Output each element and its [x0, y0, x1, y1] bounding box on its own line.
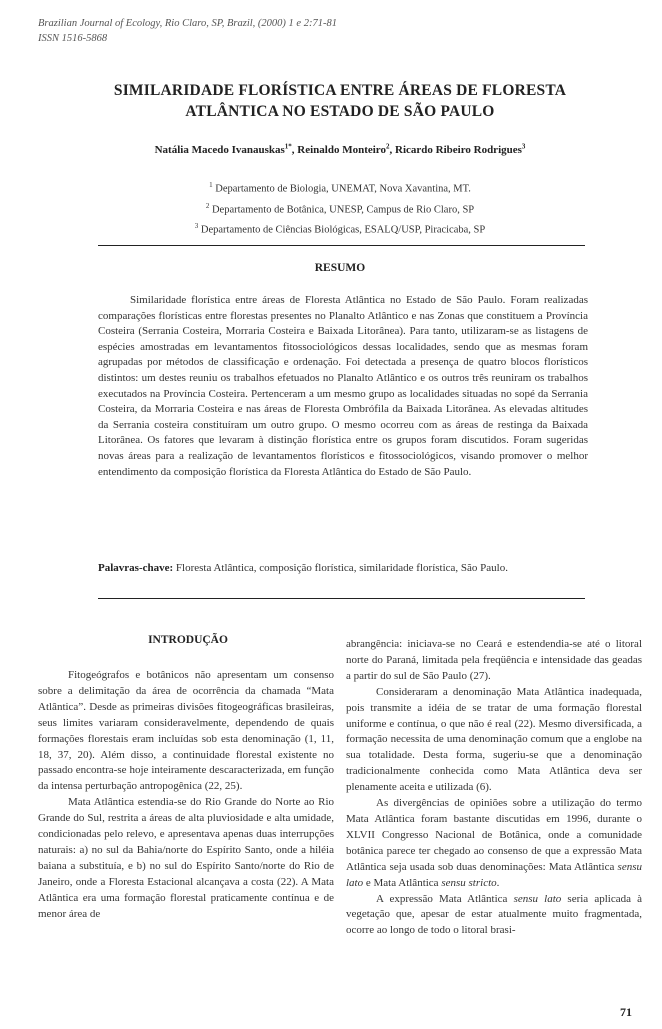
title-line-2: ATLÂNTICA NO ESTADO DE SÃO PAULO: [185, 103, 495, 120]
title-line-1: SIMILARIDADE FLORÍSTICA ENTRE ÁREAS DE FLORESTA: [113, 82, 567, 99]
keywords-label: Palavras-chave:: [98, 562, 174, 574]
keywords: [98, 562, 598, 574]
paragraph: Consideraram a denominação Mata Atlântica inadequada, pois transmite a idéia de se tratar de uma formação florestal uniforme e contínua, o que não é real (22). Mesmo diversificada, a formação necessita de uma denominação comum que a englobe na sua totalidade. Desta forma, sugeriu-se que a denominação tradicionalmente conhecida como Mata Atlântica deva ser plenamente aceita e utilizada (6).: [346, 685, 642, 794]
page-number: 71: [620, 1005, 632, 1019]
journal-citation: Brazilian Journal of Ecology, Rio Claro, SP, Brazil, (2000) 1 e 2:71-81: [38, 18, 337, 29]
paragraph: Mata Atlântica estendia-se do Rio Grande do Norte ao Rio Grande do Sul, restrita a áreas de alta pluviosidade e alta umidade, condicionadas pelo relevo, e apresentava apenas duas interrupções naturais: a) no sul da Bahia/norte do Espírito Santo, onde a hiléia baiana a substituía, e b) no sul do Espírito Santo/norte do Rio de Janeiro, onde a Floresta Estacional alcançava a costa (22). A Mata Atlântica era uma formação florestal praticamente contínua e de menor área de: [38, 796, 334, 920]
journal-header: [38, 16, 488, 46]
paragraph: abrangência: iniciava-se no Ceará e estendendia-se até o litoral norte do Paraná, limitada pela freqüência e intensidade das geadas a partir do sul de São Paulo (27).: [346, 638, 642, 682]
introducao-heading: INTRODUÇÃO: [148, 634, 228, 646]
author: Ricardo Ribeiro Rodrigues$^3$: [395, 142, 526, 156]
affiliation: $^2$ Departamento de Botânica, UNESP, Campus de Rio Claro, SP: [205, 201, 475, 215]
author-list: [40, 142, 640, 156]
author: Reinaldo Monteiro$^2$,: [297, 142, 395, 156]
keywords-text: Floresta Atlântica, composição florística, similaridade florística, São Paulo.: [173, 562, 508, 574]
author: Natália Macedo Ivanauskas$^{1*}$,: [154, 142, 298, 156]
divider-bottom: [98, 598, 585, 599]
paragraph: A expressão Mata Atlântica sensu lato seria aplicada à vegetação que, apesar de estar atualmente muito fragmentada, ocorre ao longo de todo o litoral brasi-: [346, 892, 642, 937]
divider-top: [98, 245, 585, 246]
resumo-heading: RESUMO: [314, 262, 366, 274]
column-left: [38, 668, 334, 923]
affiliation-list: [40, 177, 640, 239]
resumo-text: Similaridade florística entre áreas de Floresta Atlântica no Estado de São Paulo. Foram realizadas comparações florísticas entre florestas presentes no Planalto Atlântico e nas Zonas que constituem a Província Costeira (Serrania Costeira, Morraria Costeira e Baixada Litorânea). Para tanto, utilizaram-se as listagens de espécies amostradas em levantamentos fitossociológicos dessas localidades, sendo que as mesmas foram agrupadas por métodos de classificação e ordenação. Foi detectada a presença de quatro blocos florísticos distintos: um destes reuniu os trabalhos efetuados no Planalto Atlântico e os outros três reuniram os trabalhos executados na Província Costeira. Pertenceram a um mesmo grupo as localidades situadas no sopé da Serrania Costeira, da Morraria Costeira e nas áreas de Floresta Ombrófila da Baixada Litorânea. As elevadas altitudes da Serrania costeira constituíram um outro grupo. O mesmo ocorreu com as áreas de restinga da Baixada Litorânea. Os fatores que levaram à distinção florística entre os grupos foram discutidos. Foram sugeridas novas áreas para a realização de levantamentos florísticos e fitossociológicos, visando promover o melhor entendimento da composição florística da Floresta Atlântica do Estado de São Paulo.: [98, 294, 588, 478]
column-right: [346, 637, 642, 939]
paragraph: As divergências de opiniões sobre a utilização do termo Mata Atlântica foram bastante discutidas em 1996, durante o XLVII Congresso Nacional de Botânica, onde a comunidade botânica parece ter chegado ao consenso de que a expressão Mata Atlântica seja usada sob duas denominações: Mata Atlântica sensu lato e Mata Atlântica sensu stricto.: [346, 797, 642, 889]
issn: ISSN 1516-5868: [38, 33, 108, 44]
affiliation: $^1$ Departamento de Biologia, UNEMAT, Nova Xavantina, MT.: [209, 181, 471, 195]
paragraph: Fitogeógrafos e botânicos não apresentam um consenso sobre a delimitação da área de ocorrência da chamada “Mata Atlântica”. Desde as primeiras divisões fitogeográficas brasileiras, seus limites variaram consideravelmente, dependendo de quais formações florestais eram incluídas sob esta denominação (1, 11, 18, 37, 20). Além disso, a continuidade florestal existente no passado encontra-se hoje inteiramente descaracterizada, em função da intensa perturbação antropogênica (22, 25).: [38, 669, 334, 793]
paper-title: [40, 80, 640, 122]
affiliation: $^3$ Departamento de Ciências Biológicas, ESALQ/USP, Piracicaba, SP: [194, 222, 486, 236]
